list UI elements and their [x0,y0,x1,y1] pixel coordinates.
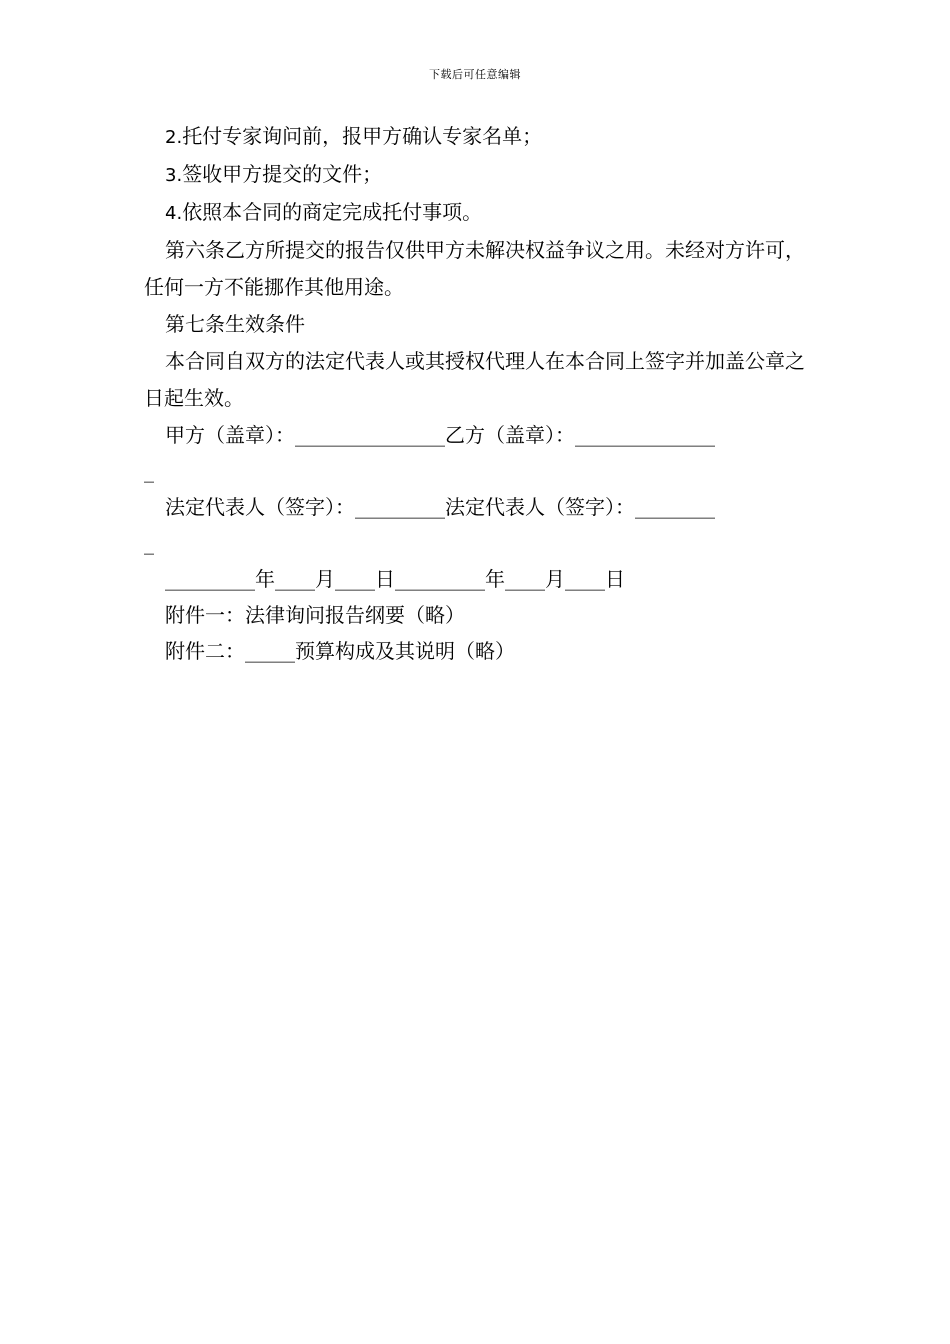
article-7-paragraph: 本合同自双方的法定代表人或其授权代理人在本合同上签字并加盖公章之日起生效。 [144,349,805,410]
representative-line: 法定代表人（签字）：_________法定代表人（签字）：________ [165,495,715,519]
attachment-1: 附件一：法律询问报告纲要（略） [165,603,465,627]
article-6-paragraph: 第六条乙方所提交的报告仅供甲方未解决权益争议之用。未经对方许可，任何一方不能挪作其他用途。 [144,238,805,299]
list-number: 2. [165,127,183,148]
seal-line: 甲方（盖章）：_______________乙方（盖章）：______________ [165,423,715,447]
attachment-2: 附件二：_____预算构成及其说明（略） [165,639,515,663]
document-body [144,118,808,669]
date-line: _________年____月____日_________年____月____日 [165,567,625,591]
list-item-text: 签收甲方提交的文件； [182,162,383,186]
list-number: 3. [165,165,183,186]
list-item-3 [144,156,808,194]
page-header: 下载后可任意编辑 [429,68,521,81]
representative-line-overflow: _ [144,531,154,555]
seal-line-overflow: _ [144,459,154,483]
list-number: 4. [165,203,183,224]
list-item-text: 依照本合同的商定完成托付事项。 [182,200,483,224]
list-item-text: 托付专家询问前，报甲方确认专家名单； [182,124,543,148]
list-item-4 [144,194,808,232]
article-7-title: 第七条生效条件 [165,312,305,336]
list-item-2 [144,118,808,156]
